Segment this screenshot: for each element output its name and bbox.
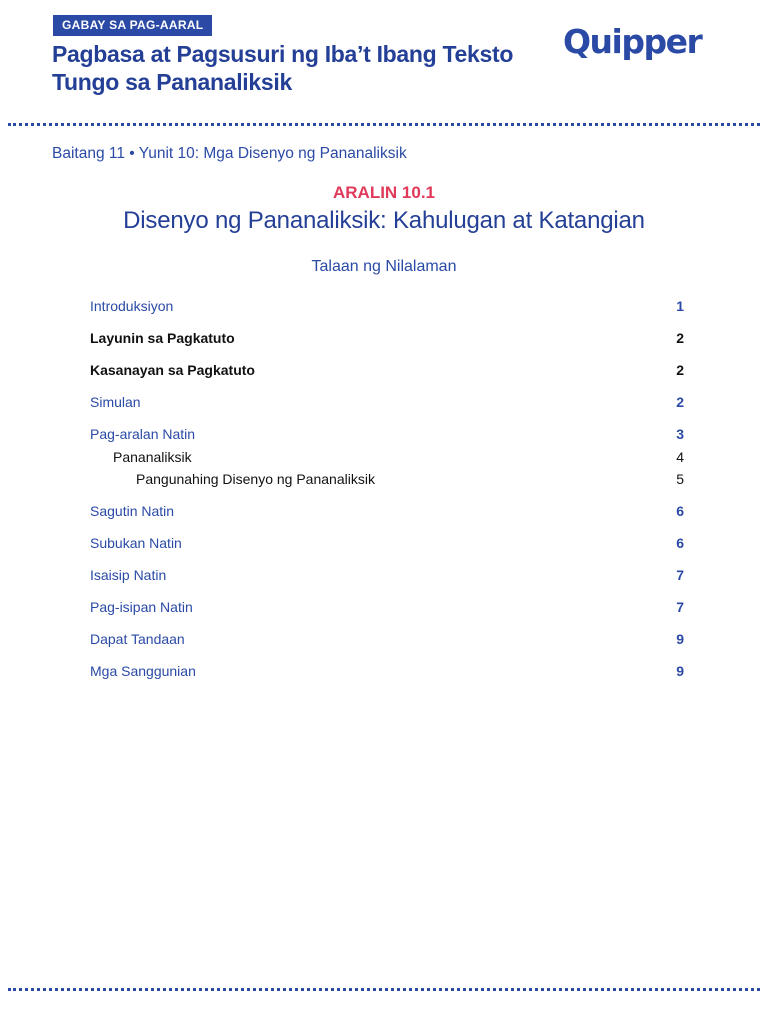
toc-item-page: 4 <box>676 449 684 465</box>
toc-item-label: Isaisip Natin <box>90 567 167 583</box>
toc-item-page: 7 <box>676 599 684 615</box>
breadcrumb: Baitang 11 • Yunit 10: Mga Disenyo ng Pananaliksik <box>52 145 407 162</box>
toc-heading: Talaan ng Nilalaman <box>311 258 457 275</box>
toc-item-page: 2 <box>676 394 684 410</box>
toc-item-label: Subukan Natin <box>90 535 182 551</box>
toc-item-pananaliksik[interactable] <box>90 449 684 465</box>
toc-item-mga-sanggunian[interactable] <box>90 663 684 679</box>
toc-item-label: Pag-isipan Natin <box>90 599 193 615</box>
guide-badge: GABAY SA PAG-AARAL <box>53 15 212 36</box>
document-title-line-1: Pagbasa at Pagsusuri ng Iba’t Ibang Teksto <box>52 41 514 67</box>
lesson-number: ARALIN 10.1 <box>332 183 436 202</box>
toc-item-page: 9 <box>676 631 684 647</box>
toc-item-label: Simulan <box>90 394 141 410</box>
toc-item-page: 6 <box>676 535 684 551</box>
lesson-title: Disenyo ng Pananaliksik: Kahulugan at Katangian <box>123 207 645 234</box>
toc-item-isaisip-natin[interactable] <box>90 567 684 583</box>
toc-item-sagutin-natin[interactable] <box>90 503 684 519</box>
toc-item-label: Introduksiyon <box>90 298 174 314</box>
toc-item-label: Pangunahing Disenyo ng Pananaliksik <box>136 471 375 487</box>
toc-item-simulan[interactable] <box>90 394 684 410</box>
toc-item-introduksiyon[interactable] <box>90 298 684 314</box>
toc-item-label: Kasanayan sa Pagkatuto <box>90 362 255 378</box>
toc-item-label: Pag-aralan Natin <box>90 426 196 442</box>
toc-item-pangunahing-disenyo[interactable] <box>90 471 684 487</box>
toc-item-page: 9 <box>676 663 684 679</box>
bottom-dotted-divider <box>8 988 760 991</box>
toc-item-label: Sagutin Natin <box>90 503 175 519</box>
toc-item-label: Layunin sa Pagkatuto <box>90 330 235 346</box>
top-dotted-divider <box>8 123 760 126</box>
toc-item-page: 1 <box>676 298 684 314</box>
toc-item-dapat-tandaan[interactable] <box>90 631 684 647</box>
toc-item-page: 6 <box>676 503 684 519</box>
toc-item-label: Mga Sanggunian <box>90 663 196 679</box>
document-title-line-2: Tungo sa Pananaliksik <box>52 69 292 95</box>
toc-item-page: 7 <box>676 567 684 583</box>
quipper-logo: Quipper <box>563 22 702 61</box>
toc-item-subukan-natin[interactable] <box>90 535 684 551</box>
toc-item-page: 3 <box>676 426 684 442</box>
toc-item-page: 5 <box>676 471 684 487</box>
toc-item-page: 2 <box>676 330 684 346</box>
toc-item-pag-isipan-natin[interactable] <box>90 599 684 615</box>
toc-item-pag-aralan-natin[interactable] <box>90 426 684 442</box>
document-title <box>52 40 552 96</box>
toc-item-layunin[interactable] <box>90 330 684 346</box>
toc-item-page: 2 <box>676 362 684 378</box>
toc-item-label: Dapat Tandaan <box>90 631 185 647</box>
toc-item-kasanayan[interactable] <box>90 362 684 378</box>
toc-item-label: Pananaliksik <box>113 449 192 465</box>
